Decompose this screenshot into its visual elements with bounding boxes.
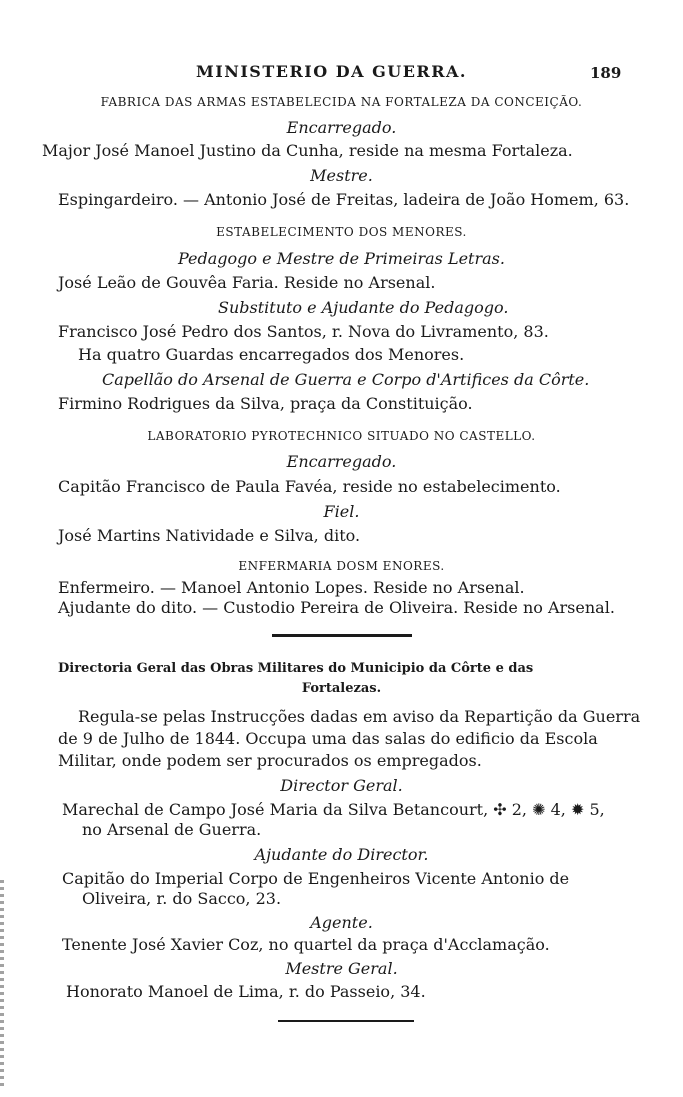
entry-major-cunha: Major José Manoel Justino da Cunha, reside na mesma Fortaleza. [42, 141, 573, 160]
entry-capitao-vicente-cont: Oliveira, r. do Sacco, 23. [82, 889, 282, 908]
section-heading-enfermaria: ENFERMARIA DOSM ENORES. [238, 559, 445, 573]
role-fiel: Fiel. [323, 502, 360, 521]
entry-francisco-santos: Francisco José Pedro dos Santos, r. Nova do Livramento, 83. [58, 322, 549, 341]
role-mestre-geral: Mestre Geral. [285, 959, 398, 978]
entry-capitao-vicente: Capitão do Imperial Corpo de Engenheiros Vicente Antonio de [62, 869, 570, 888]
para-regula-line3: Militar, onde podem ser procurados os empregados. [58, 751, 482, 770]
binding-edge [0, 880, 4, 1090]
entry-ajudante-enfermeiro: Ajudante do dito. — Custodio Pereira de Oliveira. Reside no Arsenal. [58, 598, 615, 617]
page-title: MINISTERIO DA GUERRA. [196, 62, 467, 81]
role-director-geral: Director Geral. [280, 776, 403, 795]
entry-marechal-cont: no Arsenal de Guerra. [82, 820, 262, 839]
section-heading-directoria: Directoria Geral das Obras Militares do Municipio da Côrte e das [58, 661, 534, 676]
entry-jose-martins: José Martins Natividade e Silva, dito. [58, 526, 361, 545]
section-heading-laboratorio: LABORATORIO PYROTECHNICO SITUADO NO CASTELLO. [147, 429, 536, 443]
entry-capitao-favea: Capitão Francisco de Paula Favéa, reside no estabelecimento. [58, 477, 561, 496]
role-ajudante-director: Ajudante do Director. [254, 845, 429, 864]
page-number: 189 [590, 64, 622, 82]
para-regula-line1: Regula-se pelas Instrucções dadas em aviso da Repartição da Guerra [78, 707, 641, 726]
section-divider [272, 634, 412, 637]
section-heading-menores: ESTABELECIMENTO DOS MENORES. [216, 225, 467, 239]
entry-marechal: Marechal de Campo José Maria da Silva Betancourt, ✣ 2, ✺ 4, ✹ 5, [62, 800, 605, 819]
role-pedagogo: Pedagogo e Mestre de Primeiras Letras. [178, 249, 505, 268]
role-encarregado: Encarregado. [286, 118, 397, 137]
end-divider [278, 1020, 414, 1022]
entry-guardas: Ha quatro Guardas encarregados dos Menores. [78, 345, 465, 364]
role-agente: Agente. [310, 913, 373, 932]
section-heading-directoria-cont: Fortalezas. [301, 681, 382, 696]
role-mestre: Mestre. [310, 166, 373, 185]
section-heading-fabrica: FABRICA DAS ARMAS ESTABELECIDA NA FORTALEZA DA CONCEIÇÃO. [100, 95, 583, 109]
entry-honorato: Honorato Manoel de Lima, r. do Passeio, 34. [66, 982, 426, 1001]
role-substituto: Substituto e Ajudante do Pedagogo. [218, 298, 509, 317]
para-regula-line2: de 9 de Julho de 1844. Occupa uma das salas do edificio da Escola [58, 729, 598, 748]
entry-firmino: Firmino Rodrigues da Silva, praça da Constituição. [58, 394, 473, 413]
entry-jose-leao: José Leão de Gouvêa Faria. Reside no Arsenal. [58, 273, 436, 292]
role-capellao: Capellão do Arsenal de Guerra e Corpo d'Artifices da Côrte. [102, 370, 590, 389]
role-encarregado-lab: Encarregado. [286, 452, 397, 471]
entry-enfermeiro: Enfermeiro. — Manoel Antonio Lopes. Reside no Arsenal. [58, 578, 525, 597]
entry-espingardeiro: Espingardeiro. — Antonio José de Freitas, ladeira de João Homem, 63. [58, 190, 630, 209]
entry-tenente-coz: Tenente José Xavier Coz, no quartel da praça d'Acclamação. [62, 935, 550, 954]
